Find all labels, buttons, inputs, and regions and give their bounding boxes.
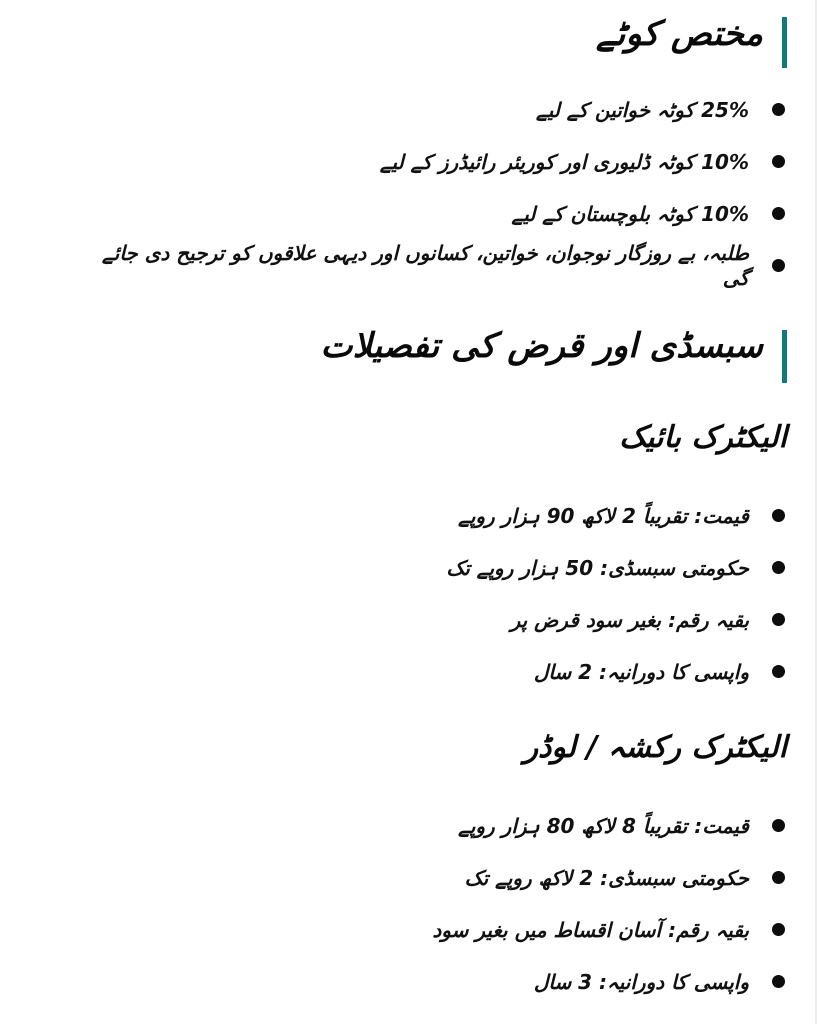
bullet-icon — [772, 155, 785, 168]
list-item: واپسی کا دورانیہ: 2 سال — [87, 646, 787, 698]
list-item: حکومتی سبسڈی: 2 لاکھ روپے تک — [87, 852, 787, 904]
bullet-icon — [772, 975, 785, 988]
heading-accent-bar — [782, 17, 787, 68]
list-item: واپسی کا دورانیہ: 3 سال — [87, 956, 787, 1008]
section-subsidy-loan — [87, 326, 787, 386]
quota-list — [87, 84, 787, 292]
subheading-electric-bike: الیکٹرک بائیک — [619, 420, 787, 455]
heading-accent-bar — [782, 330, 787, 383]
list-item: 25% کوٹہ خواتین کے لیے — [87, 84, 787, 136]
bullet-icon — [772, 613, 785, 626]
list-item: قیمت: تقریباً 8 لاکھ 80 ہزار روپے — [87, 800, 787, 852]
list-item: حکومتی سبسڈی: 50 ہزار روپے تک — [87, 542, 787, 594]
bullet-icon — [772, 207, 785, 220]
section-heading-text: مختص کوٹے — [595, 14, 763, 54]
bullet-icon — [772, 819, 785, 832]
section-heading-quotas — [87, 14, 787, 72]
section-heading-text: سبسڈی اور قرض کی تفصیلات — [320, 326, 763, 366]
section-heading-subsidy-loan — [87, 326, 787, 386]
list-item: بقیہ رقم: بغیر سود قرض پر — [87, 594, 787, 646]
electric-bike-list — [87, 490, 787, 698]
section-quotas — [87, 14, 787, 72]
bullet-icon — [772, 665, 785, 678]
list-item: طلبہ، بے روزگار نوجوان، خواتین، کسانوں اور دیہی علاقوں کو ترجیح دی جائے گی — [87, 240, 787, 292]
bullet-icon — [772, 561, 785, 574]
list-item: 10% کوٹہ بلوچستان کے لیے — [87, 188, 787, 240]
bullet-icon — [772, 871, 785, 884]
bullet-icon — [772, 923, 785, 936]
list-item: 10% کوٹہ ڈلیوری اور کوریئر رائیڈرز کے لیے — [87, 136, 787, 188]
subheading-electric-rickshaw-loader: الیکٹرک رکشہ / لوڈر — [523, 730, 787, 765]
bullet-icon — [772, 259, 785, 272]
list-item: بقیہ رقم: آسان اقساط میں بغیر سود — [87, 904, 787, 956]
list-item: قیمت: تقریباً 2 لاکھ 90 ہزار روپے — [87, 490, 787, 542]
bullet-icon — [772, 509, 785, 522]
bullet-icon — [772, 103, 785, 116]
electric-rickshaw-list — [87, 800, 787, 1008]
